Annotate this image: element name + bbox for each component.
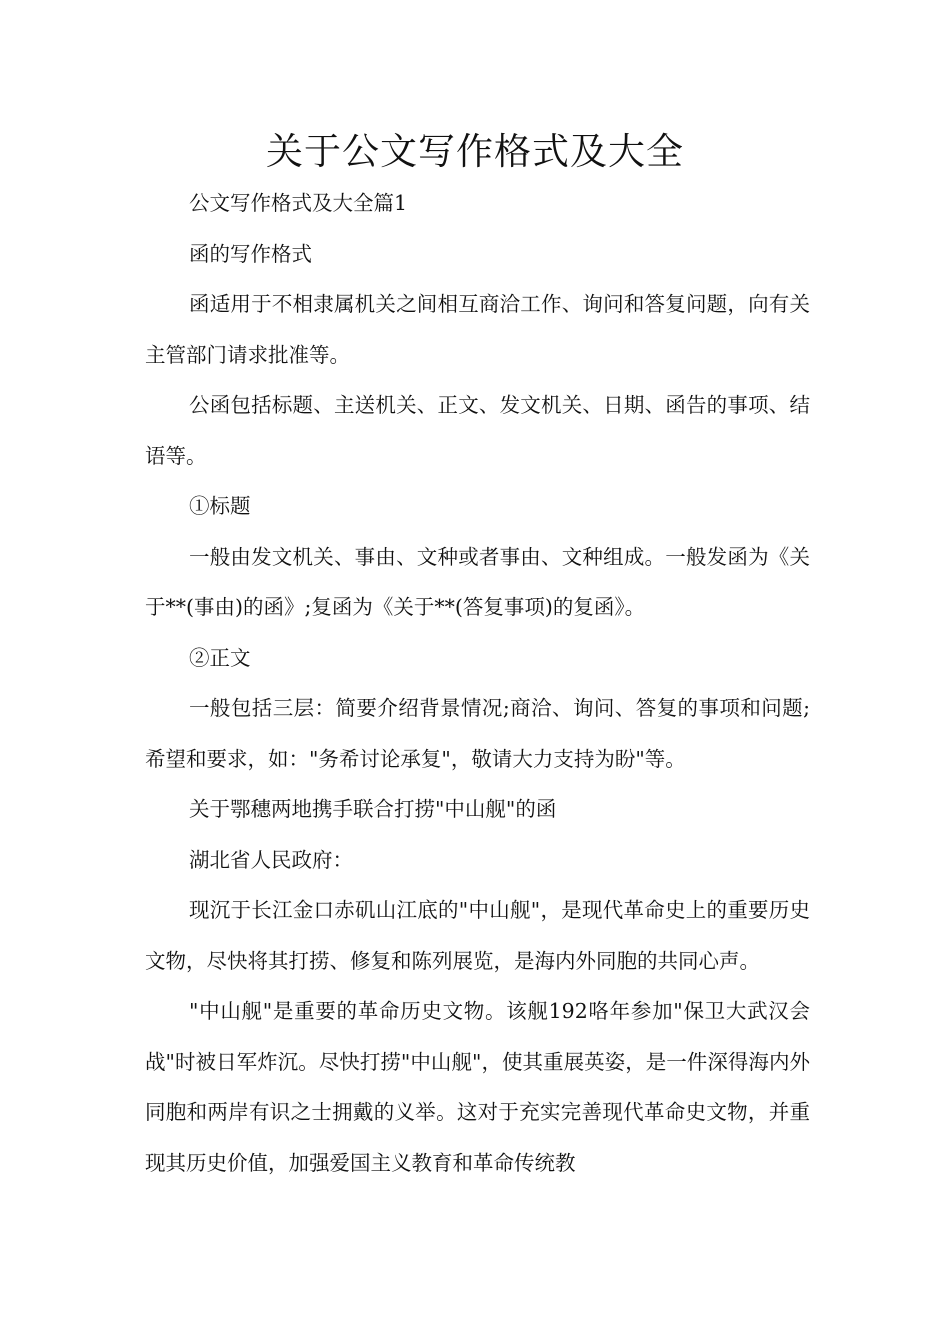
section-heading: 公文写作格式及大全篇1 <box>189 191 408 215</box>
subheading-body: ②正文 <box>189 645 251 670</box>
paragraph-body-rules: 一般包括三层：简要介绍背景情况;商洽、询问、答复的事项和问题;希望和要求，如："务希讨论承复"，敬请大力支持为盼"等。 <box>145 696 810 771</box>
subheading-title: ①标题 <box>189 494 251 518</box>
example-letter-recipient: 湖北省人民政府： <box>189 847 353 872</box>
subheading-letter-format: 函的写作格式 <box>189 241 312 266</box>
paragraph-letter-usage: 函适用于不相隶属机关之间相互商洽工作、询问和答复问题，向有关主管部门请求批准等。 <box>145 292 810 367</box>
paragraph-letter-components: 公函包括标题、主送机关、正文、发文机关、日期、函告的事项、结语等。 <box>145 393 810 468</box>
document-body <box>145 178 810 1188</box>
example-letter-title: 关于鄂穗两地携手联合打捞"中山舰"的函 <box>189 797 557 821</box>
paragraph-title-rules: 一般由发文机关、事由、文种或者事由、文种组成。一般发函为《关于**(事由)的函》;复函为《关于**(答复事项)的复函》。 <box>145 544 810 619</box>
example-letter-paragraph: 现沉于长江金口赤矶山江底的"中山舰"，是现代革命史上的重要历史文物，尽快将其打捞、修复和陈列展览，是海内外同胞的共同心声。 <box>145 898 810 973</box>
example-letter-paragraph: "中山舰"是重要的革命历史文物。该舰192咯年参加"保卫大武汉会战"时被日军炸沉。尽快打捞"中山舰"，使其重展英姿，是一件深得海内外同胞和两岸有识之士拥戴的义举。这对于充实完善现代革命史文物，并重现其历史价值，加强爱国主义教育和革命传统教 <box>145 999 810 1175</box>
document-title: 关于公文写作格式及大全 <box>266 130 684 173</box>
